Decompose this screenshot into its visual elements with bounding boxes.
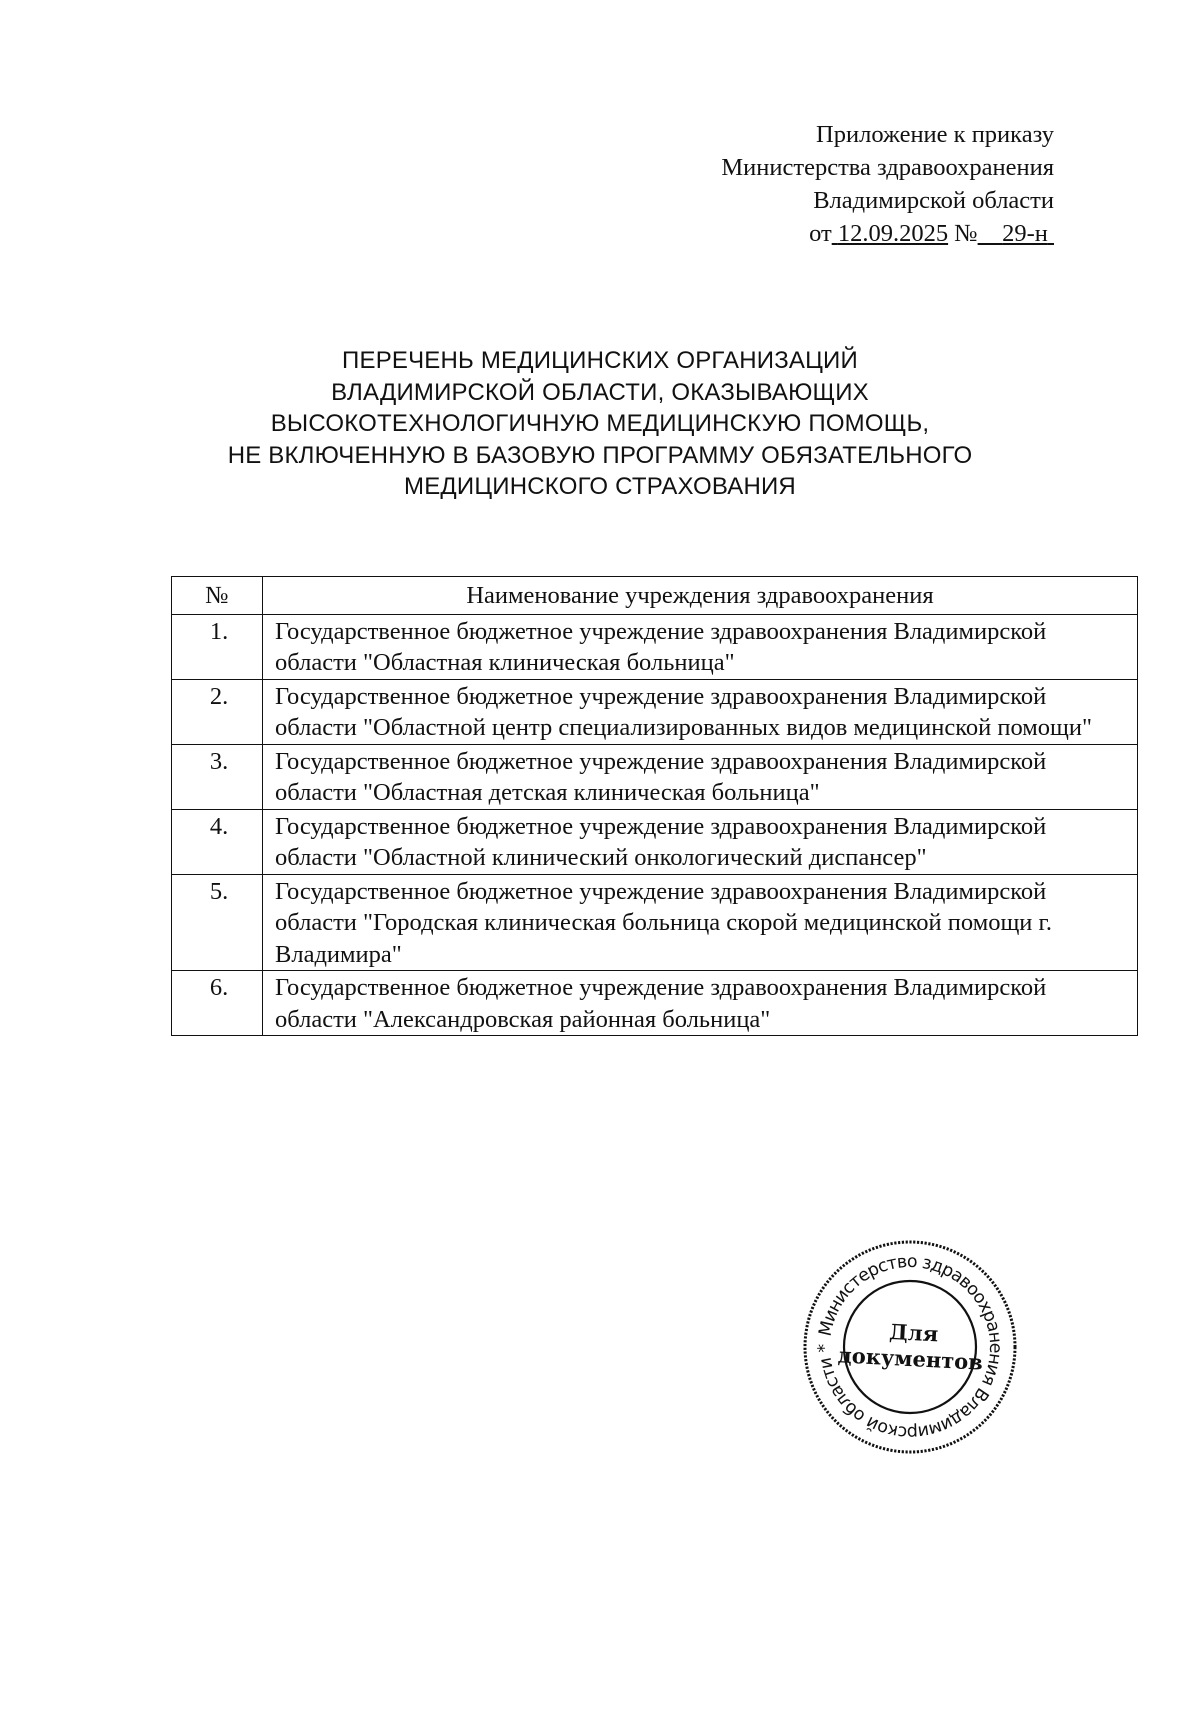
official-stamp <box>801 1238 1019 1456</box>
table-row <box>172 874 1138 971</box>
appendix-line-2: Министерства здравоохранения <box>721 154 1054 181</box>
stamp-ring-text: Министерство здравоохранения Владимирской области * <box>814 1251 1006 1443</box>
date-prefix: от <box>809 220 832 247</box>
row-number: 2. <box>172 679 263 744</box>
row-name: Государственное бюджетное учреждение здравоохранения Владимирской области "Областной клинический онкологический диспансер" <box>263 809 1138 874</box>
row-name: Государственное бюджетное учреждение здравоохранения Владимирской области "Областная детская клиническая больница" <box>263 744 1138 809</box>
title-line: НЕ ВКЛЮЧЕННУЮ В БАЗОВУЮ ПРОГРАММУ ОБЯЗАТЕЛЬНОГО <box>227 441 973 469</box>
appendix-block <box>721 118 1054 250</box>
table-row <box>172 679 1138 744</box>
title-line: ВЫСОКОТЕХНОЛОГИЧНУЮ МЕДИЦИНСКУЮ ПОМОЩЬ, <box>270 410 930 437</box>
row-name: Государственное бюджетное учреждение здравоохранения Владимирской области "Областной центр специализированных видов медицинской помощи" <box>263 679 1138 744</box>
row-number: 4. <box>172 809 263 874</box>
row-number: 5. <box>172 874 263 971</box>
number-sign: № <box>954 220 978 247</box>
row-number: 6. <box>172 971 263 1036</box>
stamp-center-line-1: Для <box>888 1318 939 1347</box>
table-row <box>172 809 1138 874</box>
title-line: МЕДИЦИНСКОГО СТРАХОВАНИЯ <box>404 473 796 500</box>
order-date: 12.09.2025 <box>837 220 949 247</box>
row-number: 1. <box>172 614 263 679</box>
row-number: 3. <box>172 744 263 809</box>
document-title <box>0 345 1200 503</box>
stamp-center-line-2: документов <box>837 1342 984 1375</box>
table-row <box>172 614 1138 679</box>
order-number: 29-н <box>1002 220 1048 247</box>
row-name: Государственное бюджетное учреждение здравоохранения Владимирской области "Областная клиническая больница" <box>263 614 1138 679</box>
row-name: Государственное бюджетное учреждение здравоохранения Владимирской области "Александровская районная больница" <box>263 971 1138 1036</box>
header-name: Наименование учреждения здравоохранения <box>263 577 1138 615</box>
title-line: ВЛАДИМИРСКОЙ ОБЛАСТИ, ОКАЗЫВАЮЩИХ <box>331 378 869 406</box>
table-header-row <box>172 577 1138 615</box>
appendix-date-line <box>721 217 1054 250</box>
organizations-table <box>171 576 1138 1036</box>
table-row <box>172 744 1138 809</box>
title-line: ПЕРЕЧЕНЬ МЕДИЦИНСКИХ ОРГАНИЗАЦИЙ <box>342 347 858 374</box>
table-row <box>172 971 1138 1036</box>
row-name: Государственное бюджетное учреждение здравоохранения Владимирской области "Городская клиническая больница скорой медицинской помощи г. Владимира" <box>263 874 1138 971</box>
appendix-line-3: Владимирской области <box>813 187 1054 214</box>
appendix-line-1: Приложение к приказу <box>816 121 1054 148</box>
stamp-graphic <box>801 1238 1019 1456</box>
header-number: № <box>172 577 263 615</box>
